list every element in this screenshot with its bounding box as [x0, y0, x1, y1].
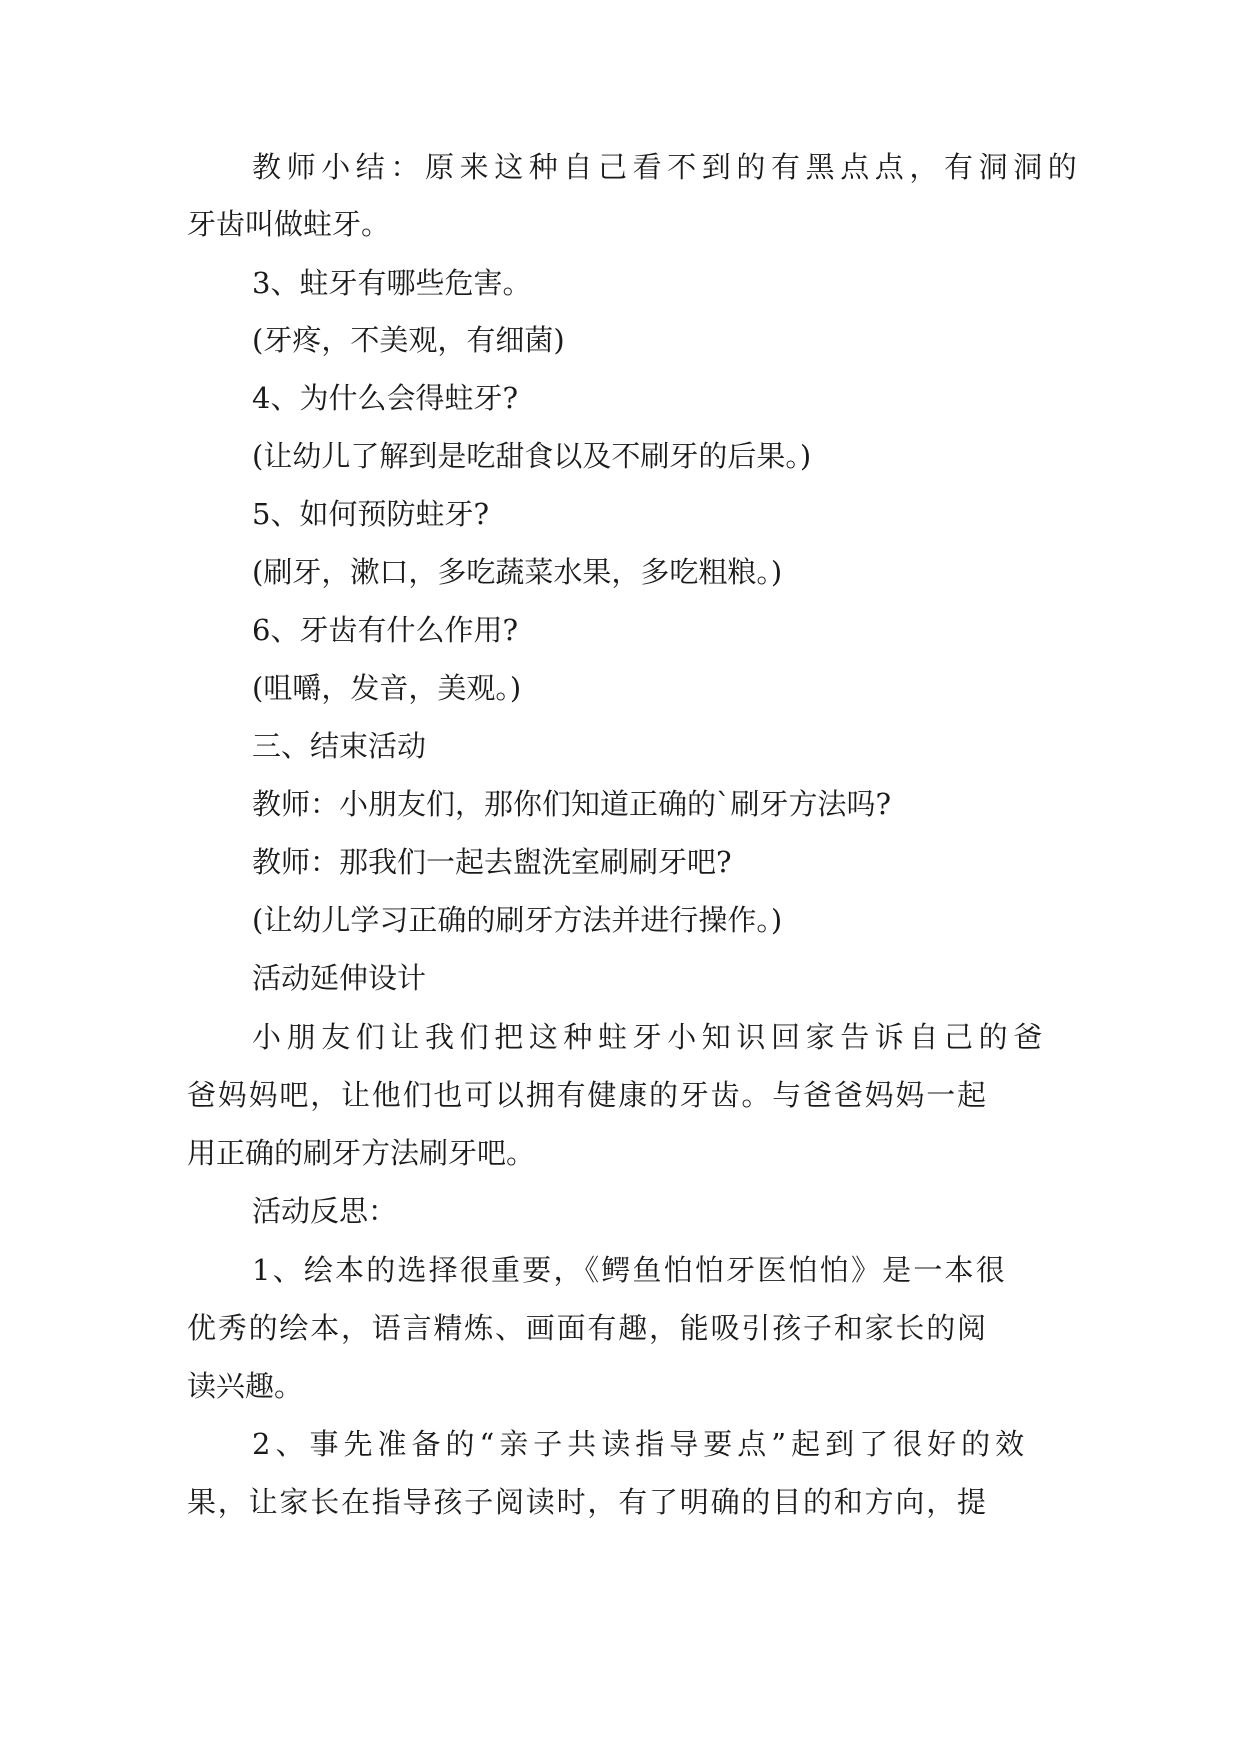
text-line: 教师小结：原来这种自己看不到的有黑点点，有洞洞的 [252, 150, 1083, 184]
text-line: 3、蛀牙有哪些危害。 [252, 266, 532, 300]
text-line: 小朋友们让我们把这种蛀牙小知识回家告诉自己的爸 [252, 1020, 1048, 1054]
text-line: 2、事先准备的“亲子共读指导要点”起到了很好的效 [252, 1427, 1030, 1461]
section-heading: 活动反思： [252, 1194, 398, 1228]
text-line: 4、为什么会得蛀牙? [252, 381, 518, 415]
text-line: 教师：那我们一起去盥洗室刷刷牙吧? [252, 845, 732, 879]
text-line: 6、牙齿有什么作用? [252, 613, 518, 647]
text-line: (让幼儿了解到是吃甜食以及不刷牙的后果。) [252, 439, 812, 473]
text-line: (牙疼，不美观，有细菌) [252, 323, 565, 357]
section-heading: 活动延伸设计 [252, 961, 427, 995]
section-heading: 三、结束活动 [252, 729, 427, 763]
text-line: 果，让家长在指导孩子阅读时，有了明确的目的和方向，提 [187, 1485, 988, 1519]
text-line: 教师：小朋友们，那你们知道正确的`刷牙方法吗? [252, 787, 892, 821]
text-line: (刷牙，漱口，多吃蔬菜水果，多吃粗粮。) [252, 555, 783, 589]
text-line: 读兴趣。 [187, 1369, 304, 1403]
text-line: (咀嚼，发音，美观。) [252, 671, 522, 705]
text-line: 优秀的绘本，语言精炼、画面有趣，能吸引孩子和家长的阅 [187, 1311, 988, 1345]
text-line: (让幼儿学习正确的刷牙方法并进行操作。) [252, 903, 783, 937]
text-line: 1、绘本的选择很重要，《鳄鱼怕怕牙医怕怕》是一本很 [252, 1253, 1007, 1287]
text-line: 爸妈妈吧，让他们也可以拥有健康的牙齿。与爸爸妈妈一起 [187, 1078, 988, 1112]
text-line: 用正确的刷牙方法刷牙吧。 [187, 1136, 536, 1170]
text-line: 5、如何预防蛀牙? [252, 497, 489, 531]
text-line: 牙齿叫做蛀牙。 [187, 207, 391, 241]
